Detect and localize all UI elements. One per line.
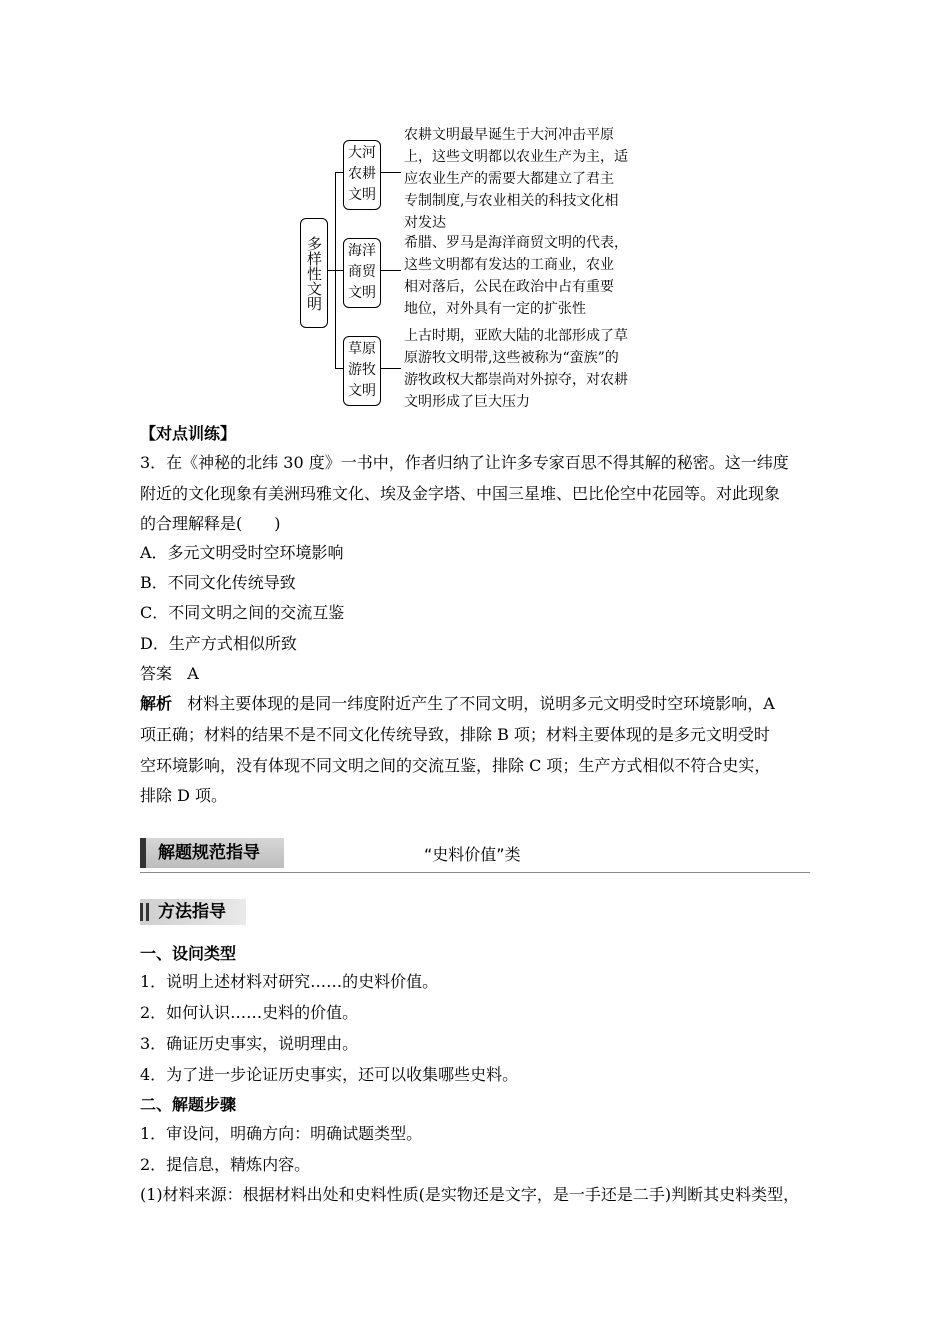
list-item: 3．确证历史事实，说明理由。 (140, 1034, 359, 1053)
desc-line: 专制制度,与农业相关的科技文化相 (404, 193, 619, 209)
desc-line: 农耕文明最早诞生于大河冲击平原 (404, 127, 614, 143)
analysis-row (140, 694, 775, 714)
diagram-root-label: 多样性文明 (305, 235, 323, 311)
analysis-line: 项正确；材料的结果不是不同文化传统导致，排除 B 项；材料主要体现的是多元文明受时 (140, 725, 770, 744)
root-connector (327, 270, 335, 271)
method-banner (140, 899, 246, 925)
desc-line: 相对落后，公民在政治中占有重要 (404, 279, 614, 295)
desc-connector-3 (381, 368, 401, 369)
desc-line: 应农业生产的需要大都建立了君主 (404, 171, 614, 187)
option-d: D．生产方式相似所致 (140, 634, 297, 653)
section-title: “史料价值”类 (424, 845, 521, 864)
section-rule (140, 872, 810, 873)
training-heading: 【对点训练】 (140, 424, 237, 443)
answer-label: 答案 (140, 664, 173, 683)
desc-ocean (404, 232, 654, 320)
list-item: 2．如何认识……史料的价值。 (140, 1003, 359, 1022)
diagram-root-box (300, 218, 328, 328)
list-item: 1．审设问，明确方向：明确试题类型。 (140, 1124, 423, 1143)
desc-connector-1 (381, 172, 401, 173)
banner-text: 解题规范指导 (158, 843, 260, 863)
answer-row (140, 664, 199, 684)
option-c: C．不同文明之间的交流互鉴 (140, 603, 345, 622)
list-item: 1．说明上述材料对研究……的史料价值。 (140, 972, 439, 991)
analysis-label: 解析 (140, 694, 173, 713)
branch-label-steppe: 草原游牧文明 (348, 341, 376, 399)
desc-line: 地位，对外具有一定的扩张性 (404, 301, 586, 317)
list-item: (1)材料来源：根据材料出处和史料性质(是实物还是文字，是一手还是二手)判断其史料类型， (140, 1185, 800, 1204)
desc-line: 这些文明都有发达的工商业，农业 (404, 257, 614, 273)
desc-line: 游牧政权大都崇尚对外掠夺，对农耕 (404, 372, 628, 388)
question-line: 附近的文化现象有美洲玛雅文化、埃及金字塔、中国三星堆、巴比伦空中花园等。对此现象 (140, 484, 781, 503)
branch-box-river (343, 140, 381, 210)
branch-connector-1 (335, 172, 343, 173)
sub-heading-2: 二、解题步骤 (140, 1095, 237, 1114)
desc-line: 上，这些文明都以农业生产为主，适 (404, 149, 628, 165)
section-banner (140, 838, 284, 868)
option-a: A．多元文明受时空环境影响 (140, 543, 344, 562)
list-item: 2．提信息，精炼内容。 (140, 1155, 311, 1174)
analysis-line: 材料主要体现的是同一纬度附近产生了不同文明，说明多元文明受时空环境影响，A (187, 694, 775, 713)
desc-line: 希腊、罗马是海洋商贸文明的代表， (404, 235, 628, 251)
banner-bar (140, 838, 146, 868)
desc-line: 对发达 (404, 215, 446, 231)
sub-heading-1: 一、设问类型 (140, 944, 237, 963)
question-line: 的合理解释是( ) (140, 514, 281, 533)
branch-box-ocean (343, 238, 381, 308)
question-line: 3．在《神秘的北纬 30 度》一书中，作者归纳了让许多专家百思不得其解的秘密。这一纬度 (140, 453, 789, 472)
branch-label-ocean: 海洋商贸文明 (348, 243, 376, 301)
branch-label-river: 大河农耕文明 (348, 145, 376, 203)
answer-value: A (187, 664, 199, 683)
method-banner-text: 方法指导 (158, 902, 226, 922)
branch-box-steppe (343, 336, 381, 406)
desc-steppe (404, 325, 654, 413)
desc-line: 上古时期，亚欧大陆的北部形成了草 (404, 328, 628, 344)
branch-connector-3 (335, 368, 343, 369)
option-b: B．不同文化传统导致 (140, 573, 296, 592)
desc-river (404, 124, 654, 234)
desc-line: 文明形成了巨大压力 (404, 394, 530, 410)
branch-connector-2 (335, 270, 343, 271)
desc-line: 原游牧文明带,这些被称为“蛮族”的 (404, 350, 619, 366)
method-banner-bars (140, 903, 152, 921)
desc-connector-2 (381, 270, 401, 271)
analysis-line: 排除 D 项。 (140, 786, 228, 805)
list-item: 4．为了进一步论证历史事实，还可以收集哪些史料。 (140, 1065, 519, 1084)
analysis-line: 空环境影响，没有体现不同文明之间的交流互鉴，排除 C 项；生产方式相似不符合史实， (140, 756, 771, 775)
